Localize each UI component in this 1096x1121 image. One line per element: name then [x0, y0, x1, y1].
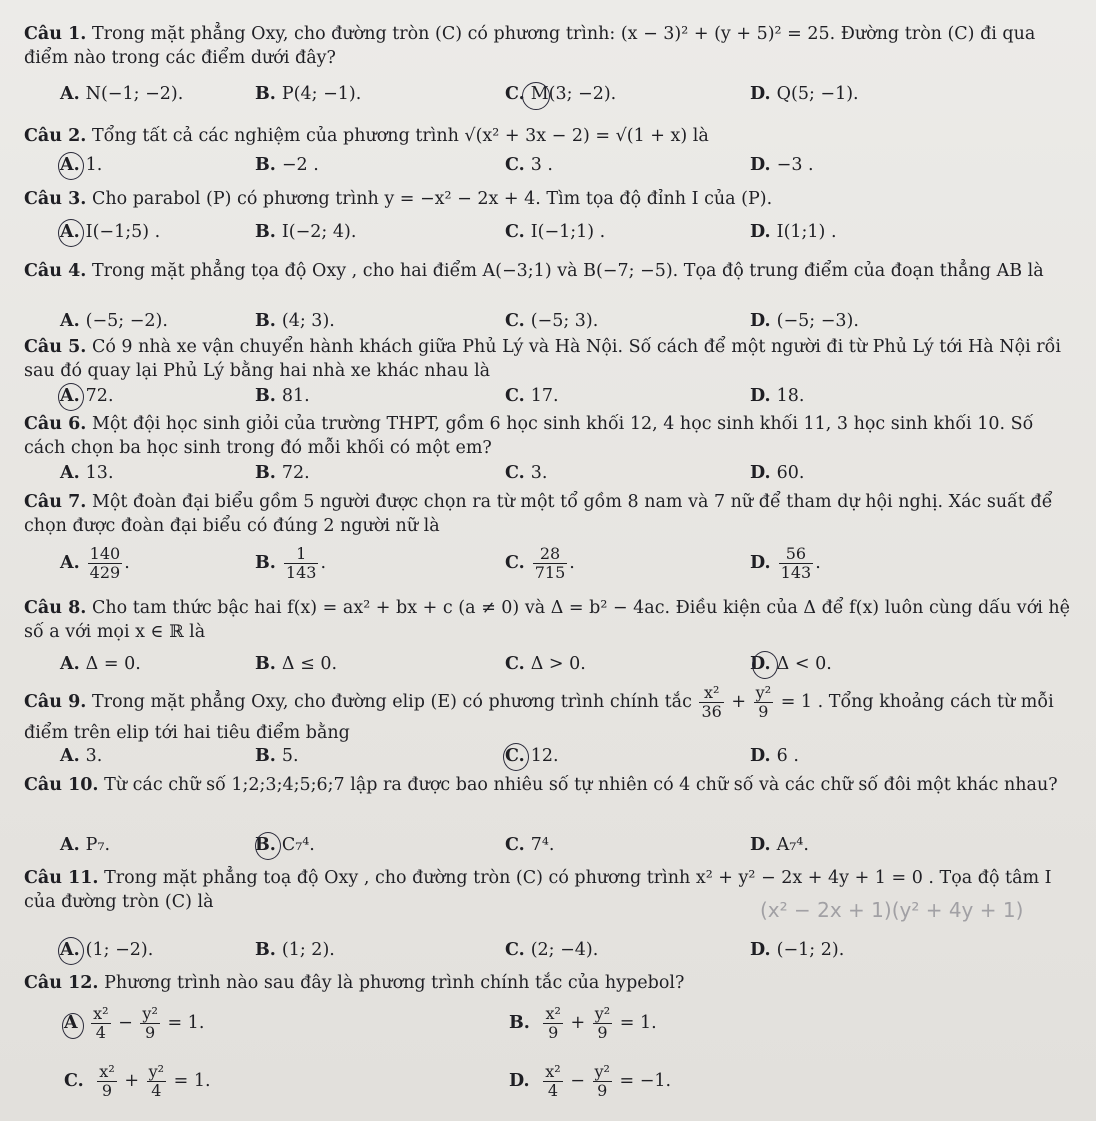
- question-stem: Cho tam thức bậc hai f(x) = ax² + bx + c (a ≠ 0) và Δ = b² − 4ac. Điều kiện của Δ để f(x) luôn cùng dấu với hệ số a với mọi x ∈ ℝ là: [24, 598, 1071, 642]
- option-c[interactable]: C. Δ > 0.: [505, 654, 586, 674]
- question-label: Câu 12.: [24, 973, 99, 993]
- question-7: [24, 490, 1074, 538]
- question-4: [24, 259, 1074, 283]
- question-stem: Cho parabol (P) có phương trình y = −x² − 2x + 4. Tìm tọa độ đỉnh I của (P).: [91, 189, 773, 209]
- question-label: Câu 6.: [24, 414, 87, 434]
- question-stem: Trong mặt phẳng tọa độ Oxy , cho hai điểm A(−3;1) và B(−7; −5). Tọa độ trung điểm của đoạn thẳng AB là: [91, 261, 1044, 281]
- option-b[interactable]: B. $\frac{1}{143}$ .: [255, 544, 327, 582]
- option-c[interactable]: C. $\frac{28}{715}$ .: [505, 544, 575, 582]
- option-c[interactable]: C. 3 .: [505, 155, 553, 175]
- question-label: Câu 2.: [24, 126, 87, 146]
- option-b[interactable]: B. (1; 2).: [255, 940, 335, 960]
- handwritten-note: (x² − 2x + 1)(y² + 4y + 1): [760, 898, 1024, 922]
- options-12-row-1: [64, 1005, 1064, 1049]
- option-a[interactable]: A. P₇.: [60, 835, 111, 855]
- question-2: [24, 124, 1074, 148]
- option-d[interactable]: D. (−1; 2).: [750, 940, 845, 960]
- option-d[interactable]: D. (−5; −3).: [750, 311, 859, 331]
- option-a[interactable]: A. 13.: [60, 463, 114, 483]
- option-d[interactable]: D. 60.: [750, 463, 805, 483]
- option-c[interactable]: C. 17.: [505, 386, 559, 406]
- option-c[interactable]: C. 12.: [505, 746, 559, 766]
- option-b[interactable]: B. Δ ≤ 0.: [255, 654, 338, 674]
- question-stem: Một đội học sinh giỏi của trường THPT, gồm 6 học sinh khối 12, 4 học sinh khối 11, 3 học sinh khối 10. Số cách chọn ba học sinh trong đó mỗi khối có một em?: [24, 414, 1034, 458]
- options-10: [60, 835, 1060, 865]
- options-1: [60, 84, 1060, 114]
- question-stem: Tổng tất cả các nghiệm của phương trình √(x² + 3x − 2) = √(1 + x) là: [91, 126, 709, 146]
- option-a[interactable]: A. I(−1;5) .: [60, 222, 161, 242]
- options-7: [60, 545, 1060, 589]
- question-label: Câu 7.: [24, 492, 87, 512]
- question-stem: Trong mặt phẳng toạ độ Oxy , cho đường tròn (C) có phương trình x² + y² − 2x + 4y + 1 = 0 . Tọa độ tâm I của đường tròn (C) là: [24, 868, 1052, 912]
- option-d[interactable]: D. −3 .: [750, 155, 814, 175]
- question-9: Câu 9. Trong mặt phẳng Oxy, cho đường elip (E) có phương trình chính tắc $\frac{\text{x²}}{36}$ + $\frac{\text{y²}}{9}$ = 1 . Tổng khoảng cách từ mỗi điểm trên elip tới hai tiêu điểm bằng: [24, 683, 1054, 743]
- option-b[interactable]: B. 5.: [255, 746, 299, 766]
- question-label: Câu 1.: [24, 24, 87, 44]
- question-stem: Trong mặt phẳng Oxy, cho đường elip (E) có phương trình chính tắc: [91, 692, 692, 712]
- option-a[interactable]: A. (−5; −2).: [60, 311, 168, 331]
- option-c[interactable]: C. 3.: [505, 463, 548, 483]
- question-3: [24, 187, 1074, 211]
- option-a[interactable]: A. N(−1; −2).: [60, 84, 184, 104]
- option-b[interactable]: B. I(−2; 4).: [255, 222, 357, 242]
- question-stem: Trong mặt phẳng Oxy, cho đường tròn (C) có phương trình: (x − 3)² + (y + 5)² = 25. Đường tròn (C) đi qua điểm nào trong các điểm dưới đây?: [24, 24, 1036, 68]
- option-d[interactable]: D. 6 .: [750, 746, 799, 766]
- option-c[interactable]: C. $\frac{\text{x²}}{9}$ + $\frac{\text{y²}}{4}$ = 1.: [64, 1062, 211, 1100]
- options-2: [60, 155, 1060, 185]
- option-b[interactable]: B. (4; 3).: [255, 311, 335, 331]
- options-9: [60, 746, 1060, 776]
- question-label: Câu 11.: [24, 868, 99, 888]
- options-12-row-2: [64, 1063, 1064, 1107]
- question-label: Câu 4.: [24, 261, 87, 281]
- option-d[interactable]: D. Δ < 0.: [750, 654, 832, 674]
- option-d[interactable]: D. I(1;1) .: [750, 222, 837, 242]
- options-6: [60, 463, 1060, 493]
- option-a[interactable]: A. 3.: [60, 746, 103, 766]
- option-b[interactable]: B. 72.: [255, 463, 310, 483]
- options-3: [60, 222, 1060, 252]
- question-label: Câu 3.: [24, 189, 87, 209]
- option-d[interactable]: D. $\frac{56}{143}$ .: [750, 544, 821, 582]
- question-5: [24, 335, 1074, 383]
- option-b[interactable]: B. C₇⁴.: [255, 835, 315, 855]
- option-c[interactable]: C. M(3; −2).: [505, 84, 617, 104]
- question-stem: Một đoàn đại biểu gồm 5 người được chọn ra từ một tổ gồm 8 nam và 7 nữ để tham dự hội nghị. Xác suất để chọn được đoàn đại biểu có đúng 2 người nữ là: [24, 492, 1053, 536]
- question-stem: Có 9 nhà xe vận chuyển hành khách giữa Phủ Lý và Hà Nội. Số cách để một người đi từ Phủ Lý tới Hà Nội rồi sau đó quay lại Phủ Lý bằng hai nhà xe khác nhau là: [24, 337, 1061, 381]
- option-c[interactable]: C. (−5; 3).: [505, 311, 599, 331]
- option-d[interactable]: D. $\frac{\text{x²}}{4}$ − $\frac{\text{y²}}{9}$ = −1.: [509, 1062, 672, 1100]
- option-d[interactable]: D. A₇⁴.: [750, 835, 809, 855]
- question-stem: Phương trình nào sau đây là phương trình chính tắc của hypebol?: [104, 973, 685, 993]
- option-b[interactable]: B. $\frac{\text{x²}}{9}$ + $\frac{\text{y²}}{9}$ = 1.: [509, 1004, 657, 1042]
- option-c[interactable]: C. 7⁴.: [505, 835, 555, 855]
- option-a[interactable]: A. (1; −2).: [60, 940, 154, 960]
- option-a[interactable]: A. 1.: [60, 155, 103, 175]
- option-d[interactable]: D. 18.: [750, 386, 805, 406]
- option-a[interactable]: A. $\frac{140}{429}$ .: [60, 544, 130, 582]
- question-12: [24, 971, 1074, 995]
- option-c[interactable]: C. (2; −4).: [505, 940, 599, 960]
- question-1: [24, 22, 1074, 70]
- question-10: [24, 773, 1074, 797]
- option-d[interactable]: D. Q(5; −1).: [750, 84, 859, 104]
- option-b[interactable]: B. 81.: [255, 386, 310, 406]
- question-6: [24, 412, 1074, 460]
- question-8: [24, 596, 1074, 644]
- question-label: Câu 10.: [24, 775, 99, 795]
- options-11: [60, 940, 1060, 970]
- question-label: Câu 5.: [24, 337, 87, 357]
- question-label: Câu 8.: [24, 598, 87, 618]
- option-a[interactable]: A. Δ = 0.: [60, 654, 141, 674]
- options-8: [60, 654, 1060, 684]
- option-b[interactable]: B. P(4; −1).: [255, 84, 362, 104]
- question-label: Câu 9.: [24, 692, 87, 712]
- ellipse-equation: $\frac{\text{x²}}{36}$ + $\frac{\text{y²}}{9}$ = 1: [701, 683, 813, 721]
- option-b[interactable]: B. −2 .: [255, 155, 319, 175]
- question-stem: Từ các chữ số 1;2;3;4;5;6;7 lập ra được bao nhiêu số tự nhiên có 4 chữ số và các chữ số đôi một khác nhau?: [104, 775, 1058, 795]
- option-c[interactable]: C. I(−1;1) .: [505, 222, 606, 242]
- option-a[interactable]: A $\frac{\text{x²}}{4}$ − $\frac{\text{y²}}{9}$ = 1.: [64, 1004, 205, 1042]
- option-a[interactable]: A. 72.: [60, 386, 114, 406]
